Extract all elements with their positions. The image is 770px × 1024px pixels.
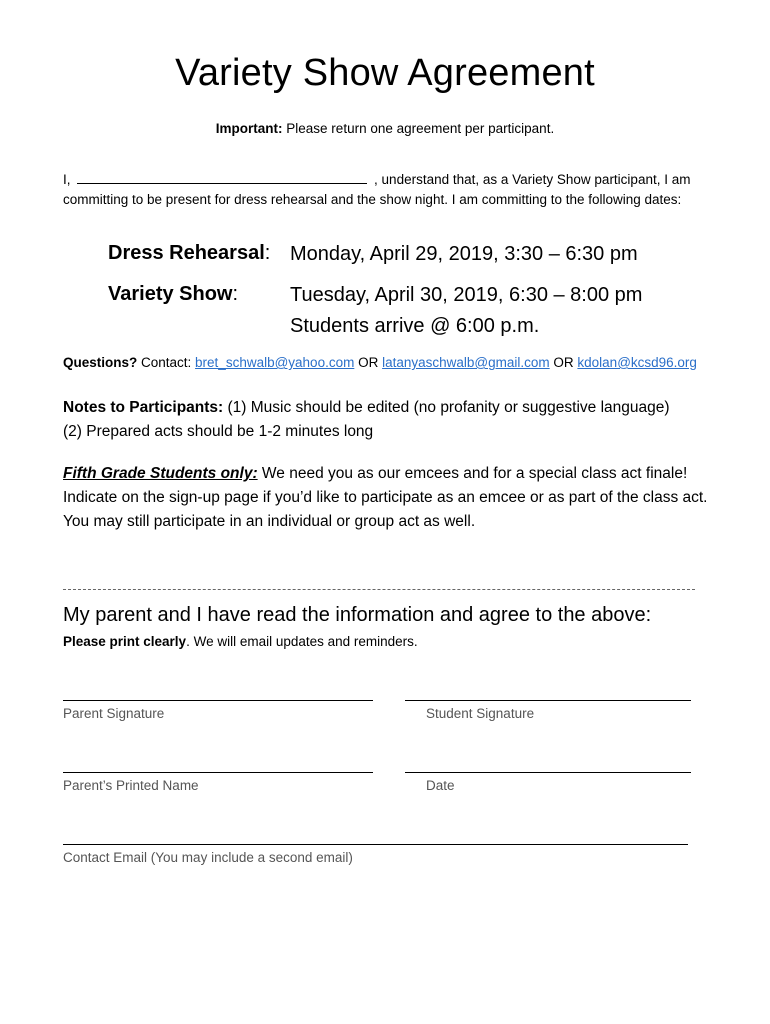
rehearsal-value: Monday, April 29, 2019, 3:30 – 6:30 pm xyxy=(290,243,638,265)
participant-name-blank[interactable] xyxy=(77,170,367,184)
email-link-kdolan[interactable]: kdolan@kcsd96.org xyxy=(577,355,697,370)
contact-email-label: Contact Email (You may include a second email) xyxy=(63,850,353,865)
important-label: Important: xyxy=(215,121,283,136)
important-text: Please return one agreement per participant. xyxy=(282,121,555,136)
notes-line2: (2) Prepared acts should be 1-2 minutes long xyxy=(63,423,374,440)
notes-label: Notes to Participants: xyxy=(63,399,224,416)
show-value: Tuesday, April 30, 2019, 6:30 – 8:00 pm xyxy=(290,284,643,306)
parent-signature-line[interactable] xyxy=(63,700,373,701)
date-label: Date xyxy=(426,778,455,793)
questions-line: Questions? Contact: bret_schwalb@yahoo.com OR latanyaschwalb@gmail.com OR kdolan@kcsd96.org xyxy=(63,355,697,370)
fifth-grade-label: Fifth Grade Students only: xyxy=(63,465,258,482)
intro-prefix: I, xyxy=(63,172,71,187)
agreement-heading: My parent and I have read the information and agree to the above: xyxy=(63,604,652,626)
student-signature-line[interactable] xyxy=(405,700,691,701)
print-clearly-note: Please print clearly. We will email updates and reminders. xyxy=(63,634,418,649)
email-link-bret[interactable]: bret_schwalb@yahoo.com xyxy=(195,355,355,370)
questions-label: Questions? xyxy=(63,355,138,370)
email-link-latanya[interactable]: latanyaschwalb@gmail.com xyxy=(382,355,550,370)
show-arrival: Students arrive @ 6:00 p.m. xyxy=(290,315,540,337)
parent-printed-name-label: Parent’s Printed Name xyxy=(63,778,199,793)
notes-to-participants xyxy=(63,396,713,444)
fifth-grade-text: We need you as our emcees and for a special class act finale! Indicate on the sign-up page if you’d like to participate as an emcee or as part of the class act. You may still participate in an individual or group act as well. xyxy=(63,465,708,530)
intro-paragraph xyxy=(63,170,713,210)
date-line[interactable] xyxy=(405,772,691,773)
student-signature-label: Student Signature xyxy=(426,706,535,721)
rehearsal-label: Dress Rehearsal: xyxy=(108,242,271,264)
important-note xyxy=(0,121,770,136)
contact-email-line[interactable] xyxy=(63,844,688,845)
intro-suffix: , understand that, as a Variety Show participant, I am committing to be present for dress rehearsal and the show night. I am committing to the following dates: xyxy=(63,172,691,207)
parent-printed-name-line[interactable] xyxy=(63,772,373,773)
cut-line-divider xyxy=(63,589,695,590)
notes-line1: (1) Music should be edited (no profanity or suggestive language) xyxy=(223,399,670,416)
parent-signature-label: Parent Signature xyxy=(63,706,165,721)
fifth-grade-note xyxy=(63,462,713,534)
show-label: Variety Show: xyxy=(108,283,239,305)
page-title: Variety Show Agreement xyxy=(175,52,595,94)
